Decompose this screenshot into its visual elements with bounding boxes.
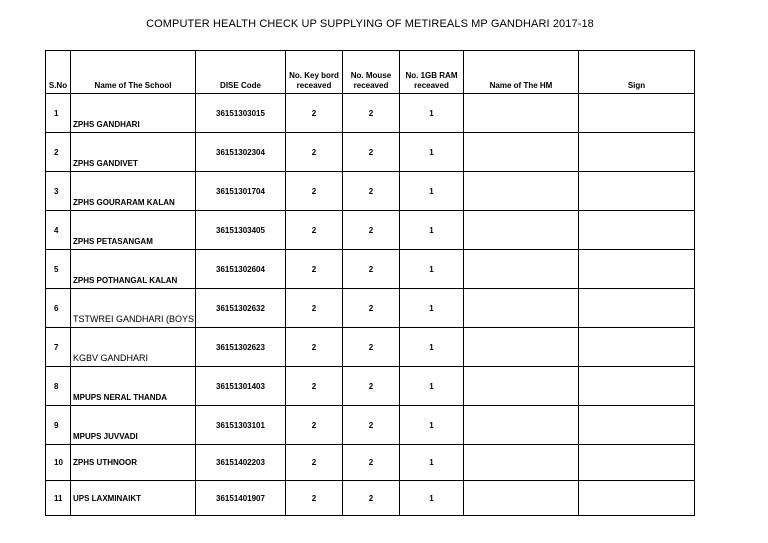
cell-sno: 11 <box>46 481 71 516</box>
cell-mouse-count: 2 <box>343 133 400 172</box>
cell-school-name: MPUPS JUVVADI <box>71 406 196 445</box>
cell-sno: 3 <box>46 172 71 211</box>
cell-ram-count: 1 <box>400 367 464 406</box>
cell-keyboard-count: 2 <box>286 406 343 445</box>
cell-keyboard-count: 2 <box>286 133 343 172</box>
cell-school-name: ZPHS GANDHARI <box>71 94 196 133</box>
cell-hm-name <box>464 406 579 445</box>
cell-ram-count: 1 <box>400 328 464 367</box>
cell-sno: 1 <box>46 94 71 133</box>
cell-sign <box>579 172 695 211</box>
cell-keyboard-count: 2 <box>286 94 343 133</box>
cell-sign <box>579 133 695 172</box>
cell-sno: 9 <box>46 406 71 445</box>
cell-ram-count: 1 <box>400 445 464 481</box>
cell-sign <box>579 367 695 406</box>
cell-sno: 7 <box>46 328 71 367</box>
cell-sign <box>579 406 695 445</box>
cell-ram-count: 1 <box>400 250 464 289</box>
cell-hm-name <box>464 94 579 133</box>
cell-sno: 4 <box>46 211 71 250</box>
cell-sno: 2 <box>46 133 71 172</box>
cell-keyboard-count: 2 <box>286 289 343 328</box>
cell-school-name: ZPHS GOURARAM KALAN <box>71 172 196 211</box>
table-row <box>46 367 695 406</box>
cell-school-name: TSTWREI GANDHARI (BOYS <box>71 289 196 328</box>
cell-mouse-count: 2 <box>343 328 400 367</box>
header-sign: Sign <box>579 51 695 94</box>
cell-keyboard-count: 2 <box>286 367 343 406</box>
cell-sno: 5 <box>46 250 71 289</box>
cell-sign <box>579 289 695 328</box>
schools-table <box>45 50 695 516</box>
cell-dise-code: 36151302604 <box>196 250 286 289</box>
cell-hm-name <box>464 367 579 406</box>
cell-sign <box>579 328 695 367</box>
cell-dise-code: 36151302632 <box>196 289 286 328</box>
header-ram: No. 1GB RAM receaved <box>400 51 464 94</box>
cell-school-name: UPS LAXMINAIKT <box>71 481 196 516</box>
cell-hm-name <box>464 133 579 172</box>
cell-sign <box>579 481 695 516</box>
cell-ram-count: 1 <box>400 172 464 211</box>
cell-ram-count: 1 <box>400 481 464 516</box>
cell-hm-name <box>464 172 579 211</box>
cell-sign <box>579 250 695 289</box>
cell-sign <box>579 211 695 250</box>
cell-keyboard-count: 2 <box>286 250 343 289</box>
cell-hm-name <box>464 328 579 367</box>
cell-keyboard-count: 2 <box>286 481 343 516</box>
header-row <box>46 51 695 94</box>
table-row <box>46 406 695 445</box>
cell-dise-code: 36151302304 <box>196 133 286 172</box>
cell-keyboard-count: 2 <box>286 445 343 481</box>
cell-mouse-count: 2 <box>343 211 400 250</box>
header-keyboard: No. Key bord receaved <box>286 51 343 94</box>
table-row <box>46 328 695 367</box>
cell-mouse-count: 2 <box>343 289 400 328</box>
cell-school-name: ZPHS GANDIVET <box>71 133 196 172</box>
cell-mouse-count: 2 <box>343 406 400 445</box>
cell-sno: 8 <box>46 367 71 406</box>
table-row <box>46 94 695 133</box>
cell-ram-count: 1 <box>400 133 464 172</box>
table-row <box>46 289 695 328</box>
header-hm-name: Name of The HM <box>464 51 579 94</box>
cell-mouse-count: 2 <box>343 367 400 406</box>
table-row <box>46 133 695 172</box>
cell-sign <box>579 94 695 133</box>
cell-hm-name <box>464 211 579 250</box>
cell-dise-code: 36151402203 <box>196 445 286 481</box>
cell-dise-code: 36151401907 <box>196 481 286 516</box>
cell-keyboard-count: 2 <box>286 211 343 250</box>
table-row <box>46 445 695 481</box>
table-row <box>46 172 695 211</box>
cell-dise-code: 36151301403 <box>196 367 286 406</box>
cell-ram-count: 1 <box>400 289 464 328</box>
header-dise-code: DISE Code <box>196 51 286 94</box>
cell-dise-code: 36151303101 <box>196 406 286 445</box>
cell-sno: 10 <box>46 445 71 481</box>
cell-school-name: ZPHS UTHNOOR <box>71 445 196 481</box>
cell-school-name: MPUPS NERAL THANDA <box>71 367 196 406</box>
cell-mouse-count: 2 <box>343 250 400 289</box>
cell-mouse-count: 2 <box>343 94 400 133</box>
cell-hm-name <box>464 289 579 328</box>
cell-dise-code: 36151301704 <box>196 172 286 211</box>
table-row <box>46 481 695 516</box>
cell-mouse-count: 2 <box>343 445 400 481</box>
cell-mouse-count: 2 <box>343 481 400 516</box>
cell-dise-code: 36151303015 <box>196 94 286 133</box>
cell-mouse-count: 2 <box>343 172 400 211</box>
page-title: COMPUTER HEALTH CHECK UP SUPPLYING OF METIREALS MP GANDHARI 2017-18 <box>146 18 594 30</box>
cell-school-name: ZPHS POTHANGAL KALAN <box>71 250 196 289</box>
cell-dise-code: 36151303405 <box>196 211 286 250</box>
cell-keyboard-count: 2 <box>286 172 343 211</box>
cell-school-name: ZPHS PETASANGAM <box>71 211 196 250</box>
cell-hm-name <box>464 481 579 516</box>
header-sno: S.No <box>46 51 71 94</box>
cell-sno: 6 <box>46 289 71 328</box>
header-mouse: No. Mouse receaved <box>343 51 400 94</box>
cell-keyboard-count: 2 <box>286 328 343 367</box>
cell-hm-name <box>464 445 579 481</box>
table-row <box>46 250 695 289</box>
cell-ram-count: 1 <box>400 406 464 445</box>
cell-dise-code: 36151302623 <box>196 328 286 367</box>
cell-hm-name <box>464 250 579 289</box>
cell-ram-count: 1 <box>400 94 464 133</box>
table-row <box>46 211 695 250</box>
header-school-name: Name of The School <box>71 51 196 94</box>
cell-school-name: KGBV GANDHARI <box>71 328 196 367</box>
cell-sign <box>579 445 695 481</box>
cell-ram-count: 1 <box>400 211 464 250</box>
